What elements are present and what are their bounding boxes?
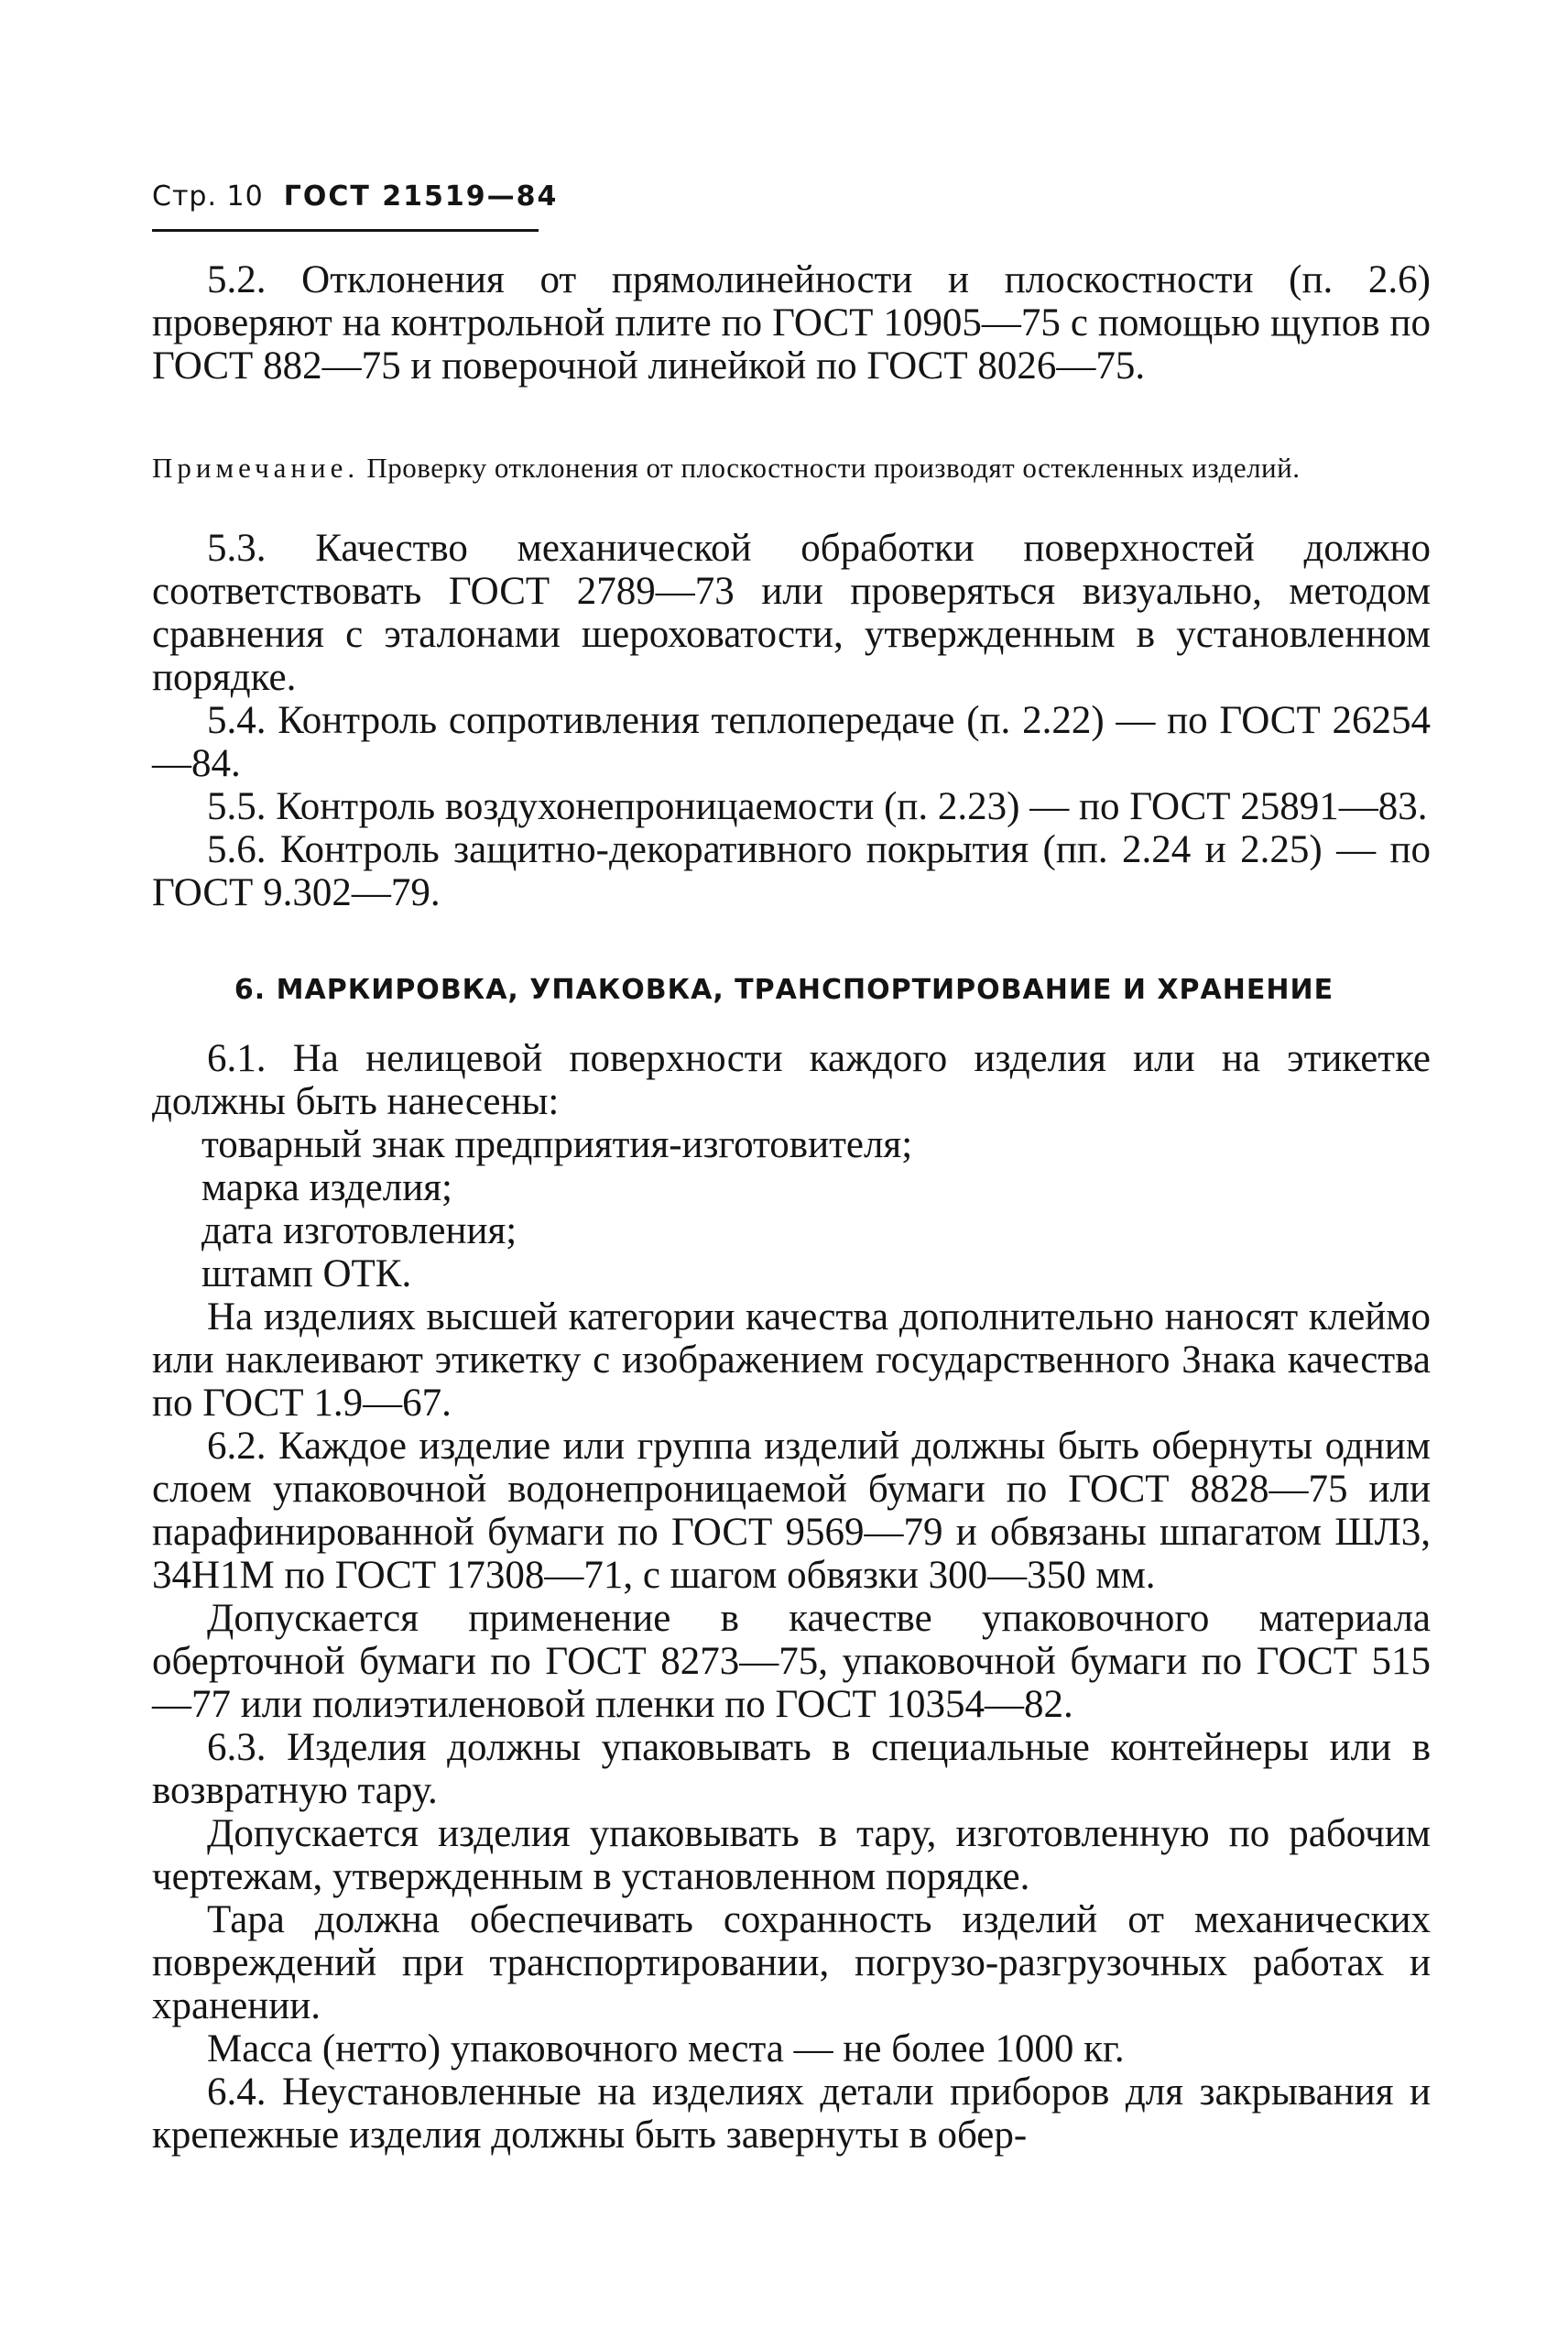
paragraph-5-2: 5.2. Отклонения от прямолинейности и плоскостности (п. 2.6) проверяют на контрольной плите по ГОСТ 10905—75 с помощью щупов по ГОСТ 882—75 и поверочной линейкой по ГОСТ 8026—75. bbox=[152, 258, 1431, 388]
header-rule bbox=[152, 229, 539, 232]
section-5-top bbox=[152, 258, 1431, 388]
section-6-body bbox=[152, 1037, 1431, 2157]
marking-item: дата изготовления; bbox=[201, 1209, 517, 1252]
note-label: Примечание. bbox=[152, 452, 360, 484]
marking-item: штамп ОТК. bbox=[201, 1252, 412, 1295]
note-text: Проверку отклонения от плоскостности производят остекленных изделий. bbox=[366, 452, 1301, 484]
paragraph-6-3-extra-3: Масса (нетто) упаковочного места — не более 1000 кг. bbox=[207, 2027, 1125, 2070]
paragraph-6-3-extra-1: Допускается изделия упаковывать в тару, изготовленную по рабочим чертежам, утвержденным в установленном порядке. bbox=[152, 1812, 1431, 1898]
paragraph-5-4: 5.4. Контроль сопротивления теплопередаче (п. 2.22) — по ГОСТ 26254—84. bbox=[152, 699, 1431, 785]
paragraph-5-5: 5.5. Контроль воздухонепроницаемости (п. 2.23) — по ГОСТ 25891—83. bbox=[207, 785, 1428, 828]
paragraph-5-6: 5.6. Контроль защитно-декоративного покрытия (пп. 2.24 и 2.25) — по ГОСТ 9.302—79. bbox=[152, 828, 1431, 914]
note bbox=[152, 451, 1431, 485]
paragraph-5-3: 5.3. Качество механической обработки поверхностей должно соответствовать ГОСТ 2789—73 или проверяться визуально, методом сравнения с эталонами шероховатости, утвержденным в установленном порядке. bbox=[152, 527, 1431, 699]
paragraph-6-4: 6.4. Неустановленные на изделиях детали приборов для закрывания и крепежные изделия должны быть завернуты в обер- bbox=[152, 2070, 1431, 2157]
paragraph-6-3: 6.3. Изделия должны упаковывать в специальные контейнеры или в возвратную тару. bbox=[152, 1726, 1431, 1812]
gost-designation: ГОСТ 21519—84 bbox=[283, 180, 559, 213]
page-number: Стр. 10 bbox=[152, 180, 264, 213]
running-header bbox=[152, 180, 559, 213]
marking-item: товарный знак предприятия-изготовителя; bbox=[201, 1123, 913, 1166]
paragraph-6-2-extra: Допускается применение в качестве упаковочного материала оберточной бумаги по ГОСТ 8273—75, упаковочной бумаги по ГОСТ 515—77 или полиэтиленовой пленки по ГОСТ 10354—82. bbox=[152, 1597, 1431, 1726]
paragraph-6-2: 6.2. Каждое изделие или группа изделий должны быть обернуты одним слоем упаковочной водонепроницаемой бумаги по ГОСТ 8828—75 или парафинированной бумаги по ГОСТ 9569—79 и обвязаны шпагатом ШЛ3, 34Н1М по ГОСТ 17308—71, с шагом обвязки 300—350 мм. bbox=[152, 1425, 1431, 1597]
section-5-rest bbox=[152, 527, 1431, 914]
section-6-heading: 6. МАРКИРОВКА, УПАКОВКА, ТРАНСПОРТИРОВАНИЕ И ХРАНЕНИЕ bbox=[234, 974, 1334, 1006]
paragraph-6-1: 6.1. На нелицевой поверхности каждого изделия или на этикетке должны быть нанесены: bbox=[152, 1037, 1431, 1123]
paragraph-6-3-extra-2: Тара должна обеспечивать сохранность изделий от механических повреждений при транспортировании, погрузо-разгрузочных работах и хранении. bbox=[152, 1898, 1431, 2027]
paragraph-6-1-extra: На изделиях высшей категории качества дополнительно наносят клеймо или наклеивают этикетку с изображением государственного Знака качества по ГОСТ 1.9—67. bbox=[152, 1295, 1431, 1425]
marking-item: марка изделия; bbox=[201, 1166, 452, 1209]
